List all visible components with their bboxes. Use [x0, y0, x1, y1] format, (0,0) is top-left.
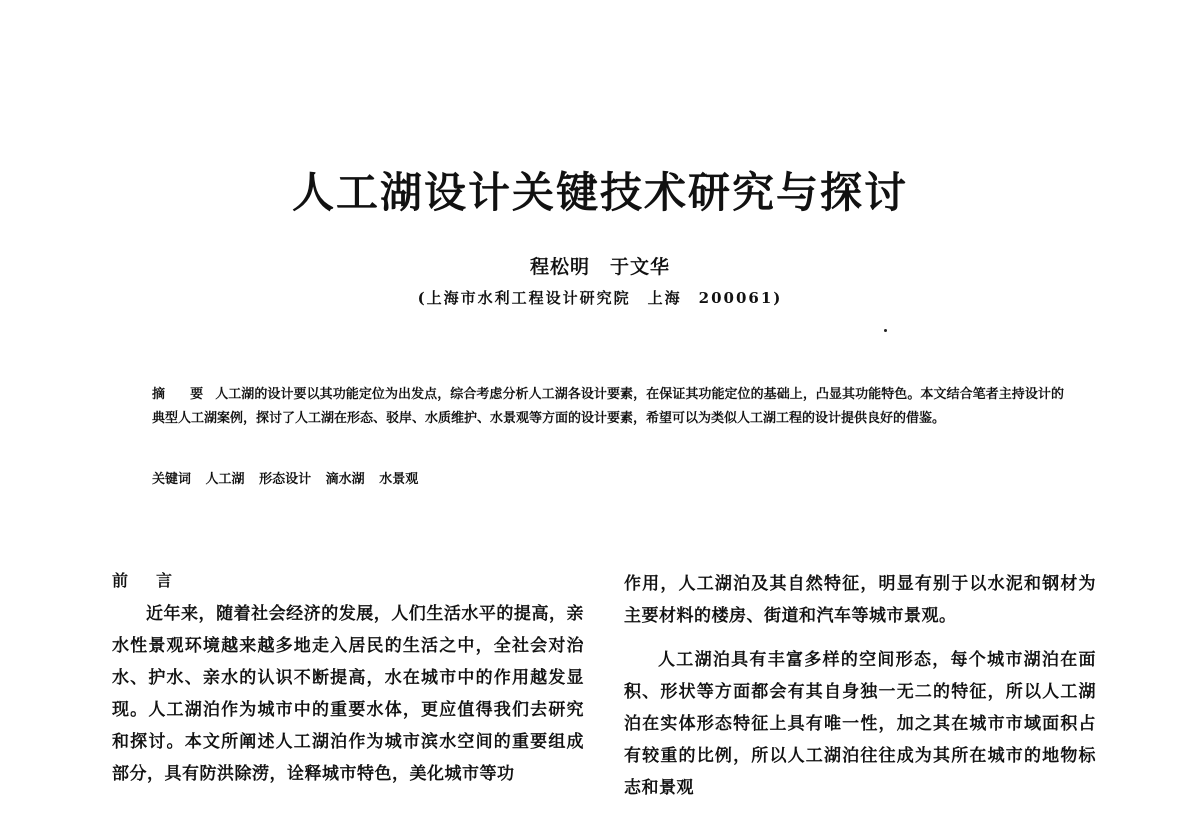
body-paragraph: 作用，人工湖泊及其自然特征，明显有别于以水泥和钢材为主要材料的楼房、街道和汽车等城市景观。 — [624, 574, 1096, 626]
body-paragraph: 人工湖泊具有丰富多样的空间形态，每个城市湖泊在面积、形状等方面都会有其自身独一无二的特征，所以人工湖泊在实体形态特征上具有唯一性，加之其在城市市域面积占有较重的比例，所以人工湖泊往往成为其所在城市的地物标志和景观 — [624, 650, 1096, 798]
author-list: 程松明 于文华 — [529, 256, 670, 278]
abstract — [152, 383, 1064, 431]
keywords-label: 关键词 — [152, 472, 192, 487]
author-affiliation: (上海市水利工程设计研究院 上海 200061) — [417, 289, 783, 307]
paper-title: 人工湖设计关键技术研究与探讨 — [291, 168, 908, 217]
keyword: 水景观 — [379, 472, 419, 487]
keywords — [152, 468, 1064, 492]
right-column — [624, 568, 1096, 804]
body-paragraph: 近年来，随着社会经济的发展，人们生活水平的提高，亲水性景观环境越来越多地走入居民的生活之中，全社会对治水、护水、亲水的认识不断提高，水在城市中的作用越发显现。人工湖泊作为城市中的重要水体，更应值得我们去研究和探讨。本文所阐述人工湖泊作为城市滨水空间的重要组成部分，具有防洪除涝，诠释城市特色，美化城市等功 — [112, 604, 584, 784]
section-heading-preface: 前 言 — [112, 571, 179, 590]
scan-speck — [884, 329, 887, 332]
keyword: 形态设计 — [259, 472, 312, 487]
keyword: 人工湖 — [205, 472, 245, 487]
left-column — [112, 568, 584, 790]
abstract-label: 摘 要 — [152, 387, 210, 402]
keyword: 滴水湖 — [325, 472, 365, 487]
abstract-text: 人工湖的设计要以其功能定位为出发点，综合考虑分析人工湖各设计要素，在保证其功能定位的基础上，凸显其功能特色。本文结合笔者主持设计的典型人工湖案例，探讨了人工湖在形态、驳岸、水质维护、水景观等方面的设计要素，希望可以为类似人工湖工程的设计提供良好的借鉴。 — [152, 387, 1064, 426]
